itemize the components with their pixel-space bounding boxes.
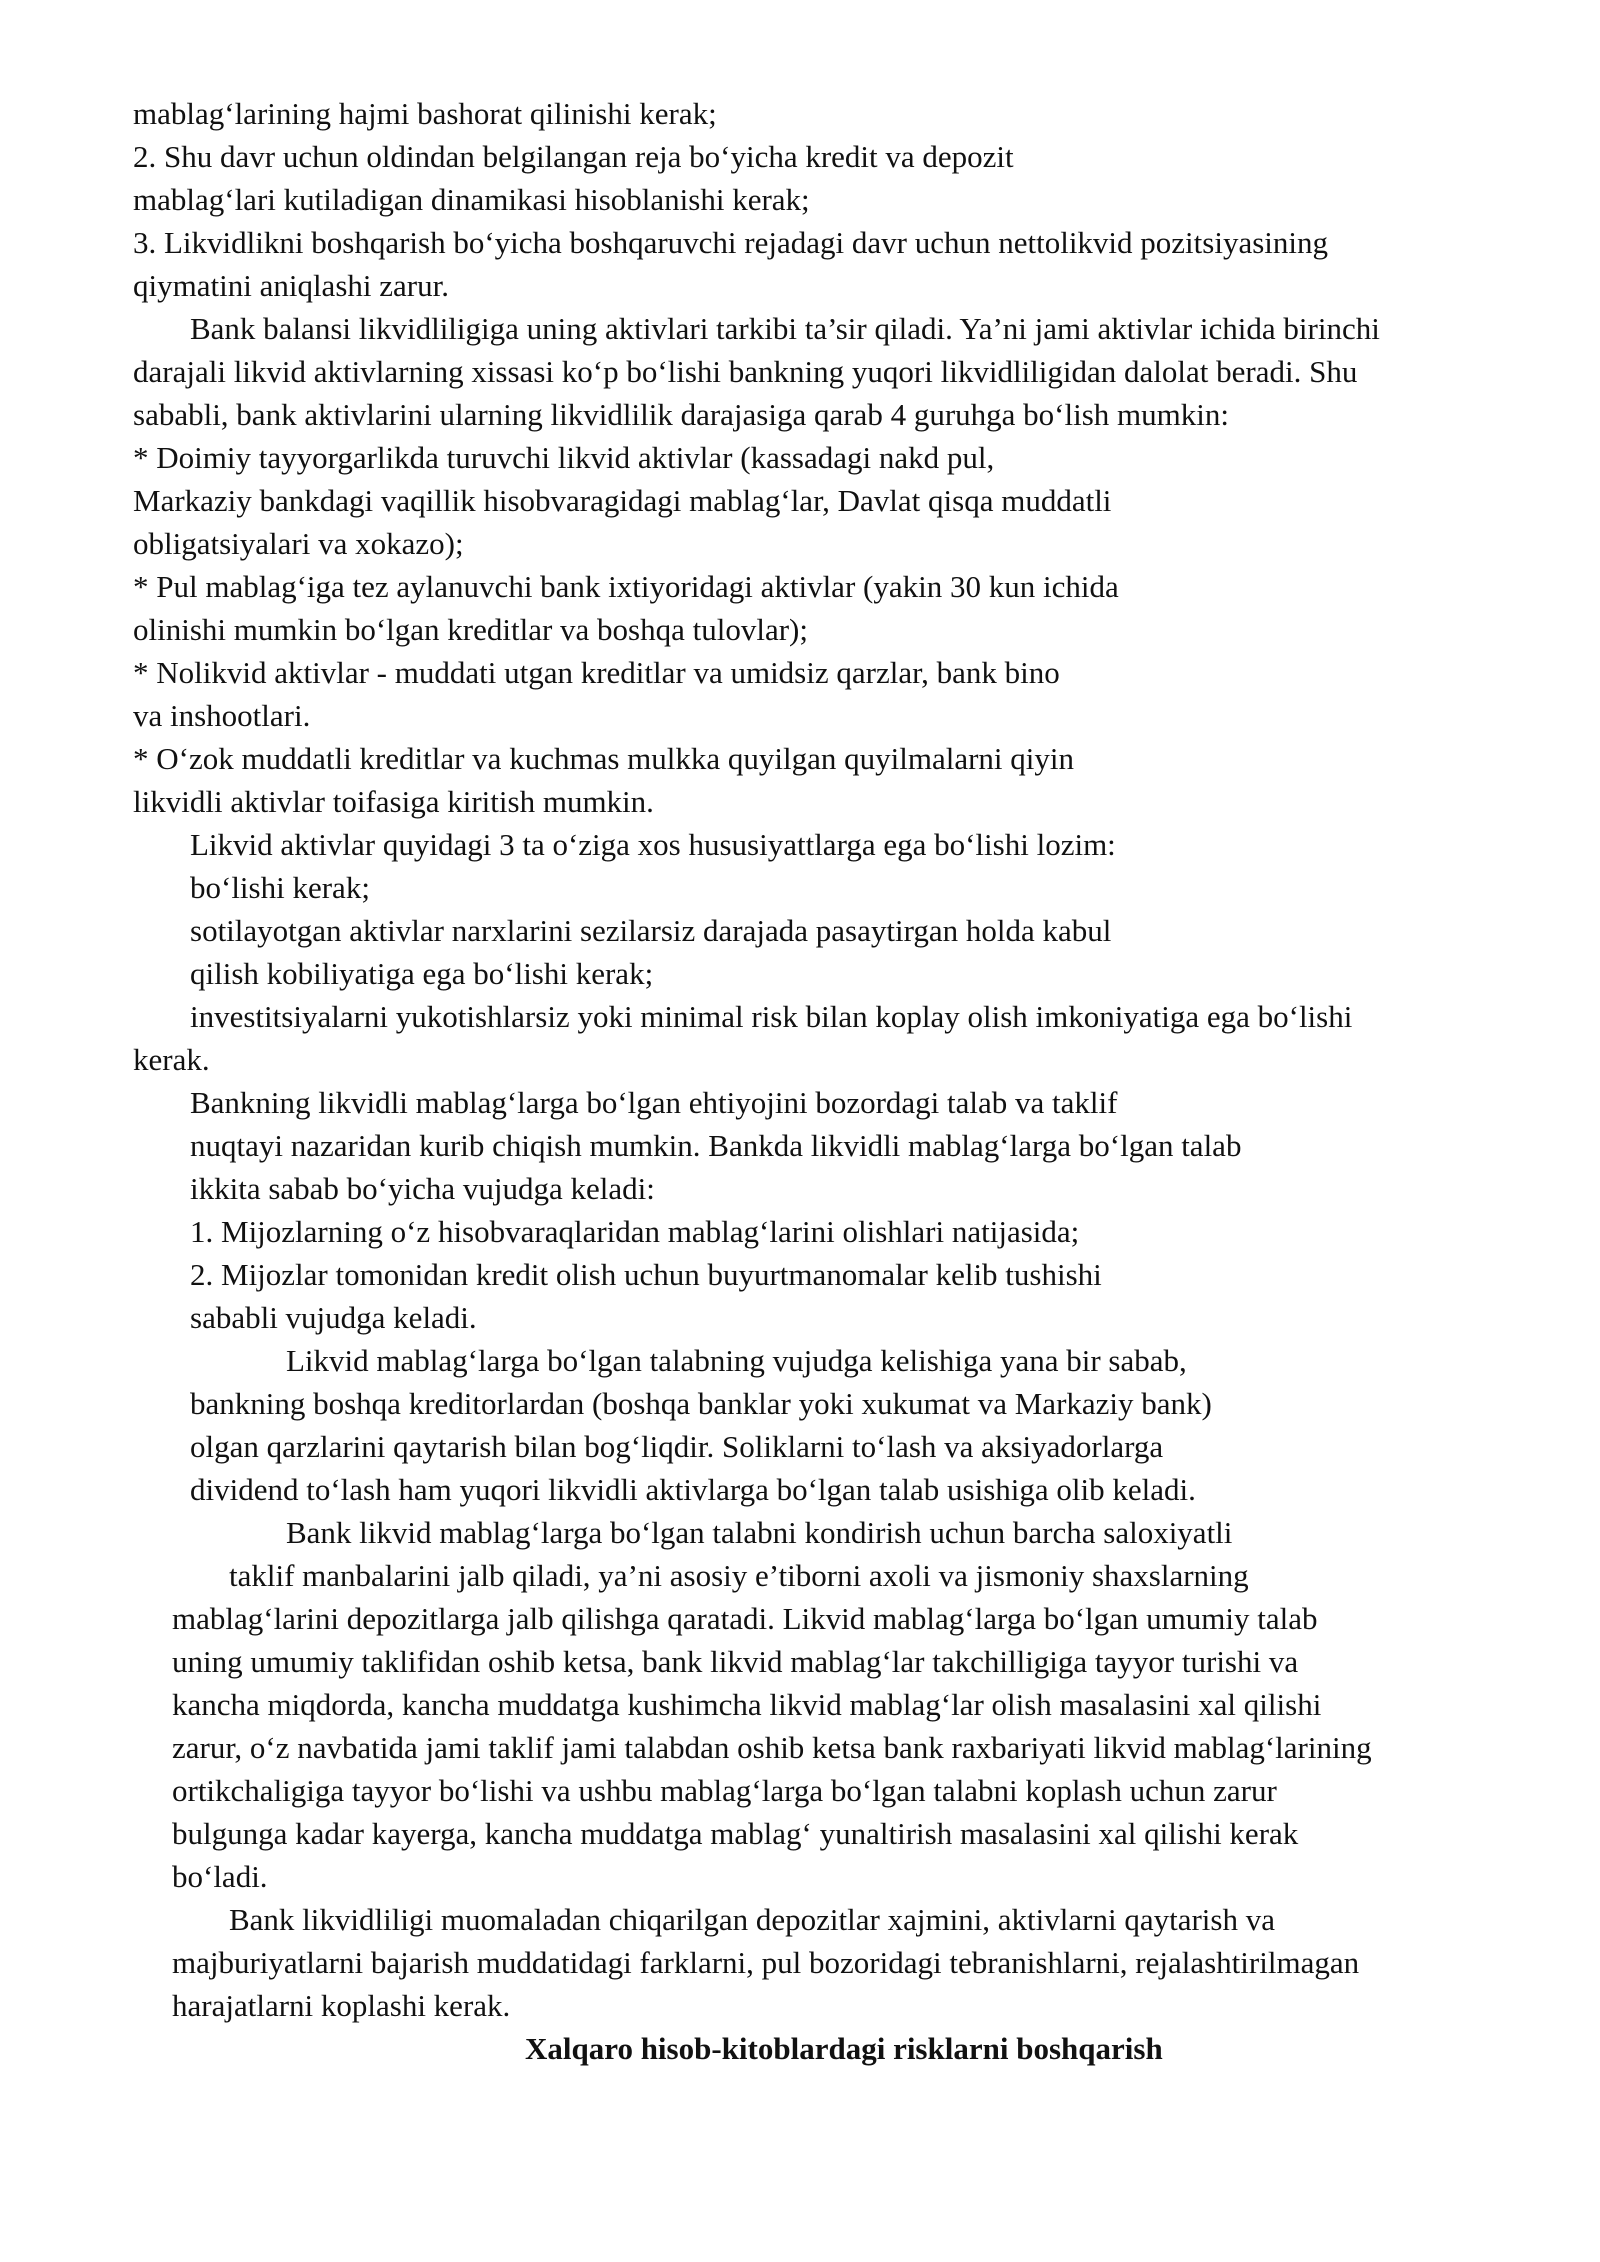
text-line: olinishi mumkin bo‘lgan kreditlar va boshqa tulovlar); [133,612,808,647]
text-line: Bank balansi likvidliligiga uning aktivlari tarkibi ta’sir qiladi. Ya’ni jami aktivlar ichida birinchi [190,311,1380,346]
text-line: harajatlarni koplashi kerak. [172,1988,511,2023]
text-line: bo‘ladi. [172,1859,268,1894]
text-line: bankning boshqa kreditorlardan (boshqa banklar yoki xukumat va Markaziy bank) [190,1386,1212,1421]
text-line: Likvid aktivlar quyidagi 3 ta o‘ziga xos hususiyattlarga ega bo‘lishi lozim: [190,827,1116,862]
text-line: sababli vujudga keladi. [190,1300,477,1335]
text-line: mablag‘lari kutiladigan dinamikasi hisoblanishi kerak; [133,182,810,217]
text-line: Markaziy bankdagi vaqillik hisobvaragidagi mablag‘lar, Davlat qisqa muddatli [133,483,1112,518]
text-line: obligatsiyalari va xokazo); [133,526,464,561]
text-line: 1. Mijozlarning o‘z hisobvaraqlaridan mablag‘larini olishlari natijasida; [190,1214,1080,1249]
text-line: investitsiyalarni yukotishlarsiz yoki minimal risk bilan koplay olish imkoniyatiga ega bo‘lishi [190,999,1353,1034]
text-line: * Nolikvid aktivlar - muddati utgan kreditlar va umidsiz qarzlar, bank bino [133,655,1060,690]
text-line: qilish kobiliyatiga ega bo‘lishi kerak; [190,956,654,991]
text-line: nuqtayi nazaridan kurib chiqish mumkin. Bankda likvidli mablag‘larga bo‘lgan talab [190,1128,1242,1163]
text-line: kancha miqdorda, kancha muddatga kushimcha likvid mablag‘lar olish masalasini xal qilishi [172,1687,1322,1722]
text-line: * Pul mablag‘iga tez aylanuvchi bank ixtiyoridagi aktivlar (yakin 30 kun ichida [133,569,1119,604]
text-line: sababli, bank aktivlarini ularning likvidlilik darajasiga qarab 4 guruhga bo‘lish mumkin: [133,397,1229,432]
text-line: * Doimiy tayyorgarlikda turuvchi likvid aktivlar (kassadagi nakd pul, [133,440,995,475]
text-line: ikkita sabab bo‘yicha vujudga keladi: [190,1171,655,1206]
text-line: 3. Likvidlikni boshqarish bo‘yicha boshqaruvchi rejadagi davr uchun nettolikvid pozitsiyasining [133,225,1328,260]
text-line: bulgunga kadar kayerga, kancha muddatga mablag‘ yunaltirish masalasini xal qilishi kerak [172,1816,1299,1851]
text-line: uning umumiy taklifidan oshib ketsa, bank likvid mablag‘lar takchilligiga tayyor turishi va [172,1644,1299,1679]
text-line: Likvid mablag‘larga bo‘lgan talabning vujudga kelishiga yana bir sabab, [286,1343,1187,1378]
text-line: va inshootlari. [133,698,311,733]
text-line: Bankning likvidli mablag‘larga bo‘lgan ehtiyojini bozordagi talab va taklif [190,1085,1118,1120]
text-line: taklif manbalarini jalb qiladi, ya’ni asosiy e’tiborni axoli va jismoniy shaxslarning [229,1558,1249,1593]
text-line: kerak. [133,1042,210,1077]
text-line: * O‘zok muddatli kreditlar va kuchmas mulkka quyilgan quyilmalarni qiyin [133,741,1074,776]
text-line: dividend to‘lash ham yuqori likvidli aktivlarga bo‘lgan talab usishiga olib keladi. [190,1472,1196,1507]
text-line: likvidli aktivlar toifasiga kiritish mumkin. [133,784,654,819]
text-line: majburiyatlarni bajarish muddatidagi farklarni, pul bozoridagi tebranishlarni, rejalashtirilmagan [172,1945,1360,1980]
text-line: mablag‘larini depozitlarga jalb qilishga qaratadi. Likvid mablag‘larga bo‘lgan umumiy talab [172,1601,1318,1636]
text-line: ortikchaligiga tayyor bo‘lishi va ushbu mablag‘larga bo‘lgan talabni koplash uchun zarur [172,1773,1277,1808]
text-line: olgan qarzlarini qaytarish bilan bog‘liqdir. Soliklarni to‘lash va aksiyadorlarga [190,1429,1164,1464]
text-line: qiymatini aniqlashi zarur. [133,268,449,303]
text-line: Bank likvidliligi muomaladan chiqarilgan depozitlar xajmini, aktivlarni qaytarish va [229,1902,1275,1937]
section-heading: Xalqaro hisob-kitoblardagi risklarni boshqarish [525,2031,1163,2066]
text-line: Bank likvid mablag‘larga bo‘lgan talabni kondirish uchun barcha saloxiyatli [286,1515,1233,1550]
text-line: 2. Shu davr uchun oldindan belgilangan reja bo‘yicha kredit va depozit [133,139,1014,174]
text-line: 2. Mijozlar tomonidan kredit olish uchun buyurtmanomalar kelib tushishi [190,1257,1102,1292]
text-line: bo‘lishi kerak; [190,870,370,905]
text-line: sotilayotgan aktivlar narxlarini sezilarsiz darajada pasaytirgan holda kabul [190,913,1112,948]
text-line: zarur, o‘z navbatida jami taklif jami talabdan oshib ketsa bank raxbariyati likvid mablag‘larining [172,1730,1372,1765]
text-line: mablag‘larining hajmi bashorat qilinishi kerak; [133,96,717,131]
text-line: darajali likvid aktivlarning xissasi ko‘p bo‘lishi bankning yuqori likvidliligidan dalolat beradi. Shu [133,354,1358,389]
